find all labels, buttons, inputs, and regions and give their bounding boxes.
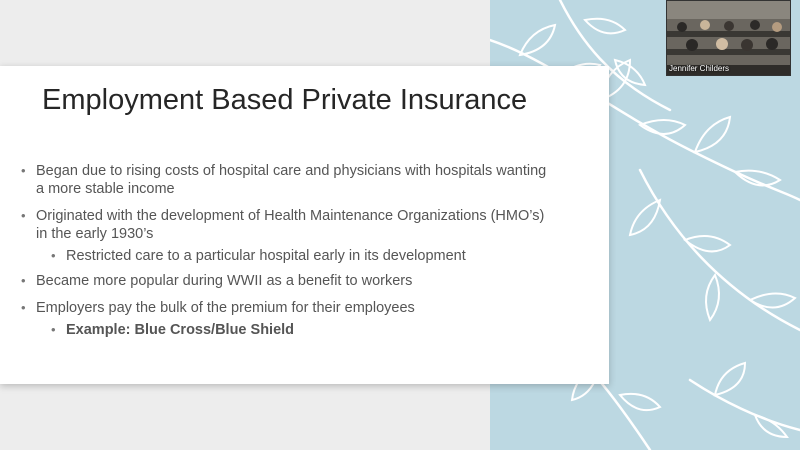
bullet-dot-icon: • [51,322,56,337]
bullet-text: Originated with the development of Health Maintenance Organizations (HMO’s) [36,208,545,224]
bullet-item [0,207,609,243]
bullet-text: Employers pay the bulk of the premium for their employees [36,300,415,316]
participant-name-label: Jennifer Childers [669,64,730,73]
bullet-item [0,272,609,290]
bullet-text-continued: in the early 1930’s [36,226,154,242]
bullet-item [0,299,609,317]
bullet-text: Restricted care to a particular hospital early in its development [66,248,466,264]
bullet-dot-icon: • [21,300,26,315]
bullet-item [0,162,609,198]
bullet-dot-icon: • [51,248,56,263]
bullet-dot-icon: • [21,273,26,288]
bullet-text: Became more popular during WWII as a benefit to workers [36,273,413,289]
bullet-list [0,162,609,338]
participant-video-thumbnail[interactable] [666,0,791,76]
bullet-text: Began due to rising costs of hospital care and physicians with hospitals wanting [36,163,547,179]
sub-bullet-item [0,321,609,339]
bullet-dot-icon: • [21,208,26,223]
bullet-text: Example: Blue Cross/Blue Shield [66,322,295,338]
slide-card [0,66,609,384]
sub-bullet-item [0,247,609,265]
slide-title: Employment Based Private Insurance [42,84,528,116]
bullet-dot-icon: • [21,163,26,178]
bullet-text-continued: a more stable income [36,181,175,197]
